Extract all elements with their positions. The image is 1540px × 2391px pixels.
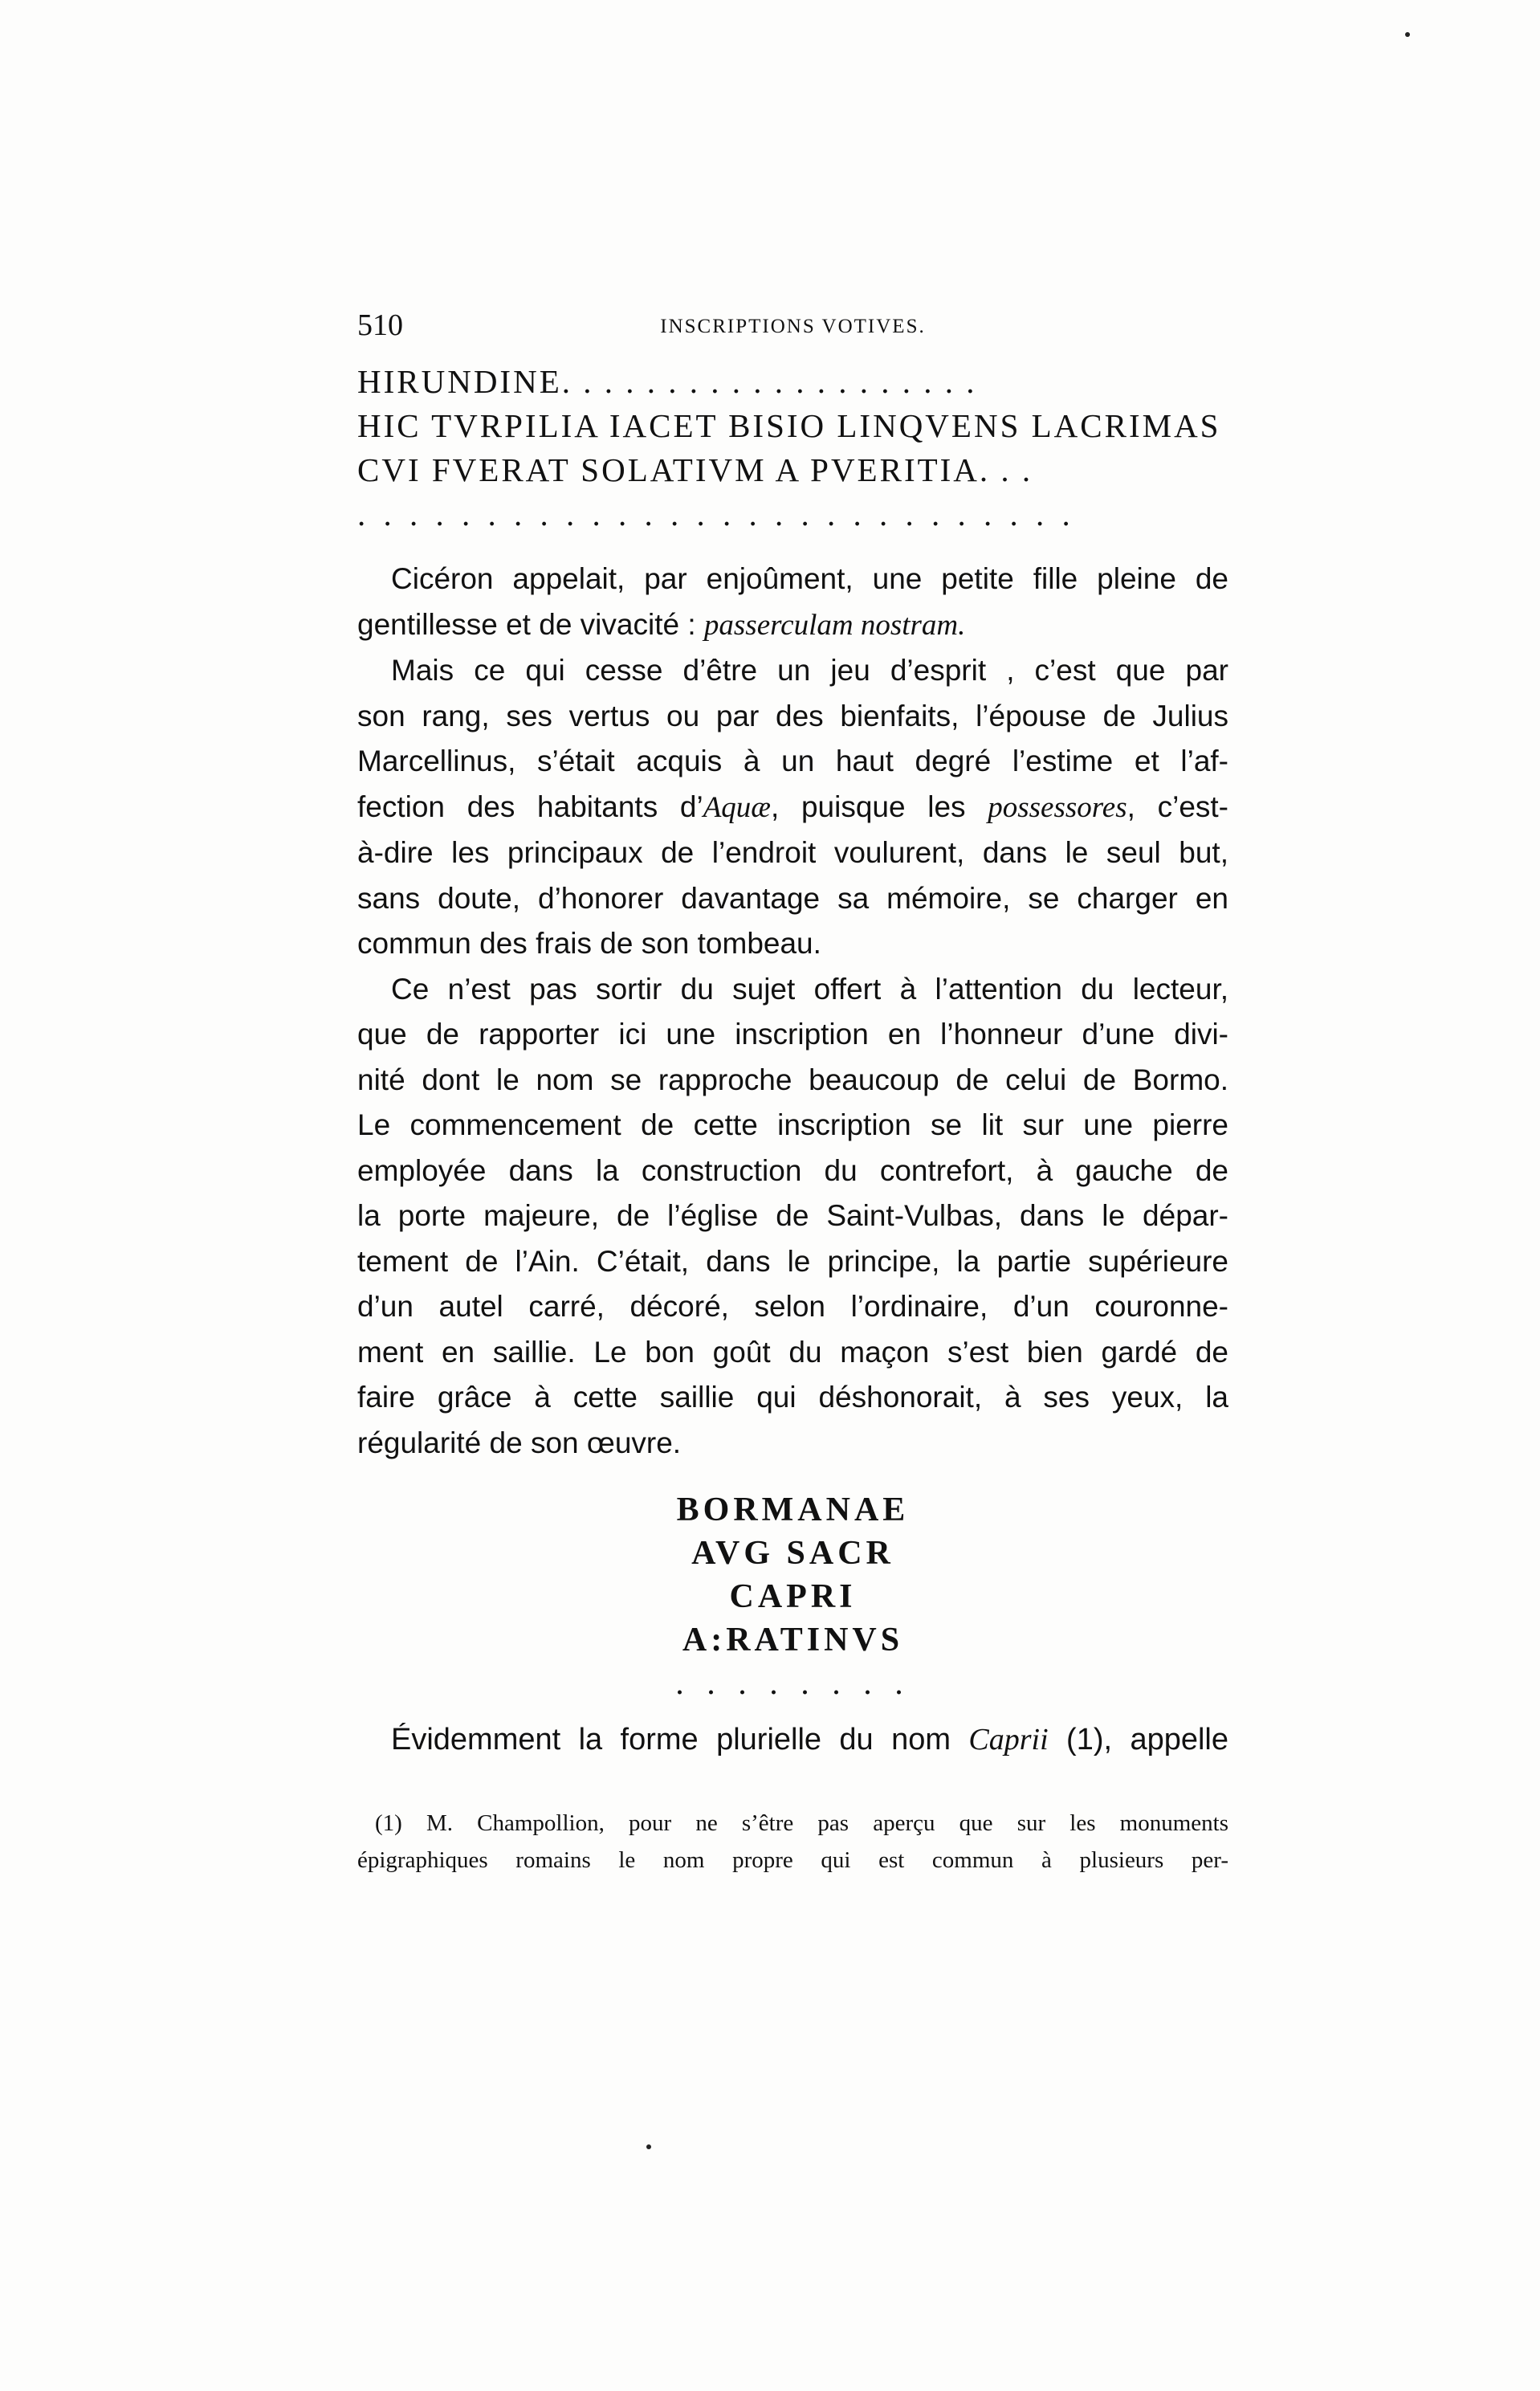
- page-header: [357, 308, 1228, 349]
- text-line: employée dans la construction du contrefort, à gauche de: [357, 1153, 1228, 1187]
- text-line: commun des frais de son tombeau.: [357, 927, 821, 960]
- text-line: sans doute, d’honorer davantage sa mémoire, se charger en: [357, 881, 1228, 915]
- text-run: , puisque les: [770, 790, 988, 823]
- inscription-line: BORMANAE: [676, 1491, 910, 1528]
- paragraph-1: [357, 557, 1228, 648]
- text-line: régularité de son œuvre.: [357, 1426, 682, 1459]
- running-head: INSCRIPTIONS VOTIVES.: [660, 316, 926, 337]
- text-line: Mais ce qui cesse d’être un jeu d’esprit , c’est que par: [391, 654, 1228, 687]
- inscription-ellipsis: . . . . . . . .: [675, 1665, 911, 1702]
- footnote-line: (1) M. Champollion, pour ne s’être pas aperçu que sur les monuments: [375, 1810, 1228, 1836]
- paragraph-3: [357, 967, 1228, 1467]
- italic-run: Caprii: [968, 1723, 1049, 1757]
- text-line: d’un autel carré, décoré, selon l’ordinaire, d’un couronne-: [357, 1290, 1228, 1323]
- inscription-line: CAPRI: [729, 1578, 857, 1615]
- inscription-top: [357, 360, 1228, 537]
- text-line: faire grâce à cette saillie qui déshonorait, à ses yeux, la: [357, 1381, 1228, 1414]
- scan-speck: [646, 2144, 651, 2149]
- text-line: tement de l’Ain. C’était, dans le principe, la partie supérieure: [357, 1244, 1228, 1278]
- inscription-ellipsis: . . . . . . . . . . . . . . . . . . . . . . . . . . . .: [357, 496, 1075, 532]
- inscription-line: HIC TVRPILIA IACET BISIO LINQVENS LACRIMAS: [357, 407, 1221, 444]
- text-run: (1), appelle: [1048, 1723, 1228, 1757]
- text-line: que de rapporter ici une inscription en l’honneur d’une divi-: [357, 1018, 1228, 1051]
- text-line: Ce n’est pas sortir du sujet offert à l’attention du lecteur,: [391, 972, 1228, 1006]
- paragraph-4: [357, 1717, 1228, 1762]
- text-run: fection des habitants d’: [357, 790, 703, 823]
- text-line: Cicéron appelait, par enjoûment, une petite fille pleine de: [391, 562, 1228, 595]
- italic-run: possessores: [988, 790, 1127, 824]
- inscription-line: HIRUNDINE. . . . . . . . . . . . . . . . . . . .: [357, 363, 977, 400]
- footnote-line: épigraphiques romains le nom propre qui est commun à plusieurs per-: [357, 1847, 1228, 1873]
- inscription-line: A:RATINVS: [682, 1622, 904, 1659]
- text-line: nité dont le nom se rapproche beaucoup de celui de Bormo.: [357, 1063, 1228, 1096]
- text-line: [357, 602, 1228, 649]
- text-line: Le commencement de cette inscription se lit sur une pierre: [357, 1108, 1228, 1141]
- scan-speck: [1405, 32, 1410, 37]
- italic-run: Aquæ: [703, 790, 771, 824]
- text-line: son rang, ses vertus ou par des bienfaits, l’épouse de Julius: [357, 699, 1228, 732]
- text-line: [357, 785, 1228, 831]
- text-line: [357, 1717, 1228, 1762]
- footnote: [357, 1805, 1228, 1879]
- text-line: ment en saillie. Le bon goût du maçon s’est bien gardé de: [357, 1335, 1228, 1369]
- inscription-line: CVI FVERAT SOLATIVM A PVERITIA. . .: [357, 451, 1033, 488]
- page-number: 510: [357, 308, 403, 342]
- paragraph-2: [357, 648, 1228, 967]
- inscription-bormanae: [357, 1488, 1228, 1705]
- text-line: la porte majeure, de l’église de Saint-Vulbas, dans le dépar-: [357, 1199, 1228, 1232]
- text-line: Marcellinus, s’était acquis à un haut degré l’estime et l’af-: [357, 745, 1228, 777]
- text-run: Évidemment la forme plurielle du nom: [391, 1723, 969, 1757]
- text-run: , c’est-: [1126, 790, 1228, 823]
- text-run: gentillesse et de vivacité :: [357, 607, 704, 641]
- text-line: à-dire les principaux de l’endroit voulurent, dans le seul but,: [357, 836, 1228, 869]
- italic-run: passerculam nostram.: [703, 608, 966, 642]
- inscription-line: AVG SACR: [691, 1535, 894, 1572]
- body-text: [357, 557, 1228, 1466]
